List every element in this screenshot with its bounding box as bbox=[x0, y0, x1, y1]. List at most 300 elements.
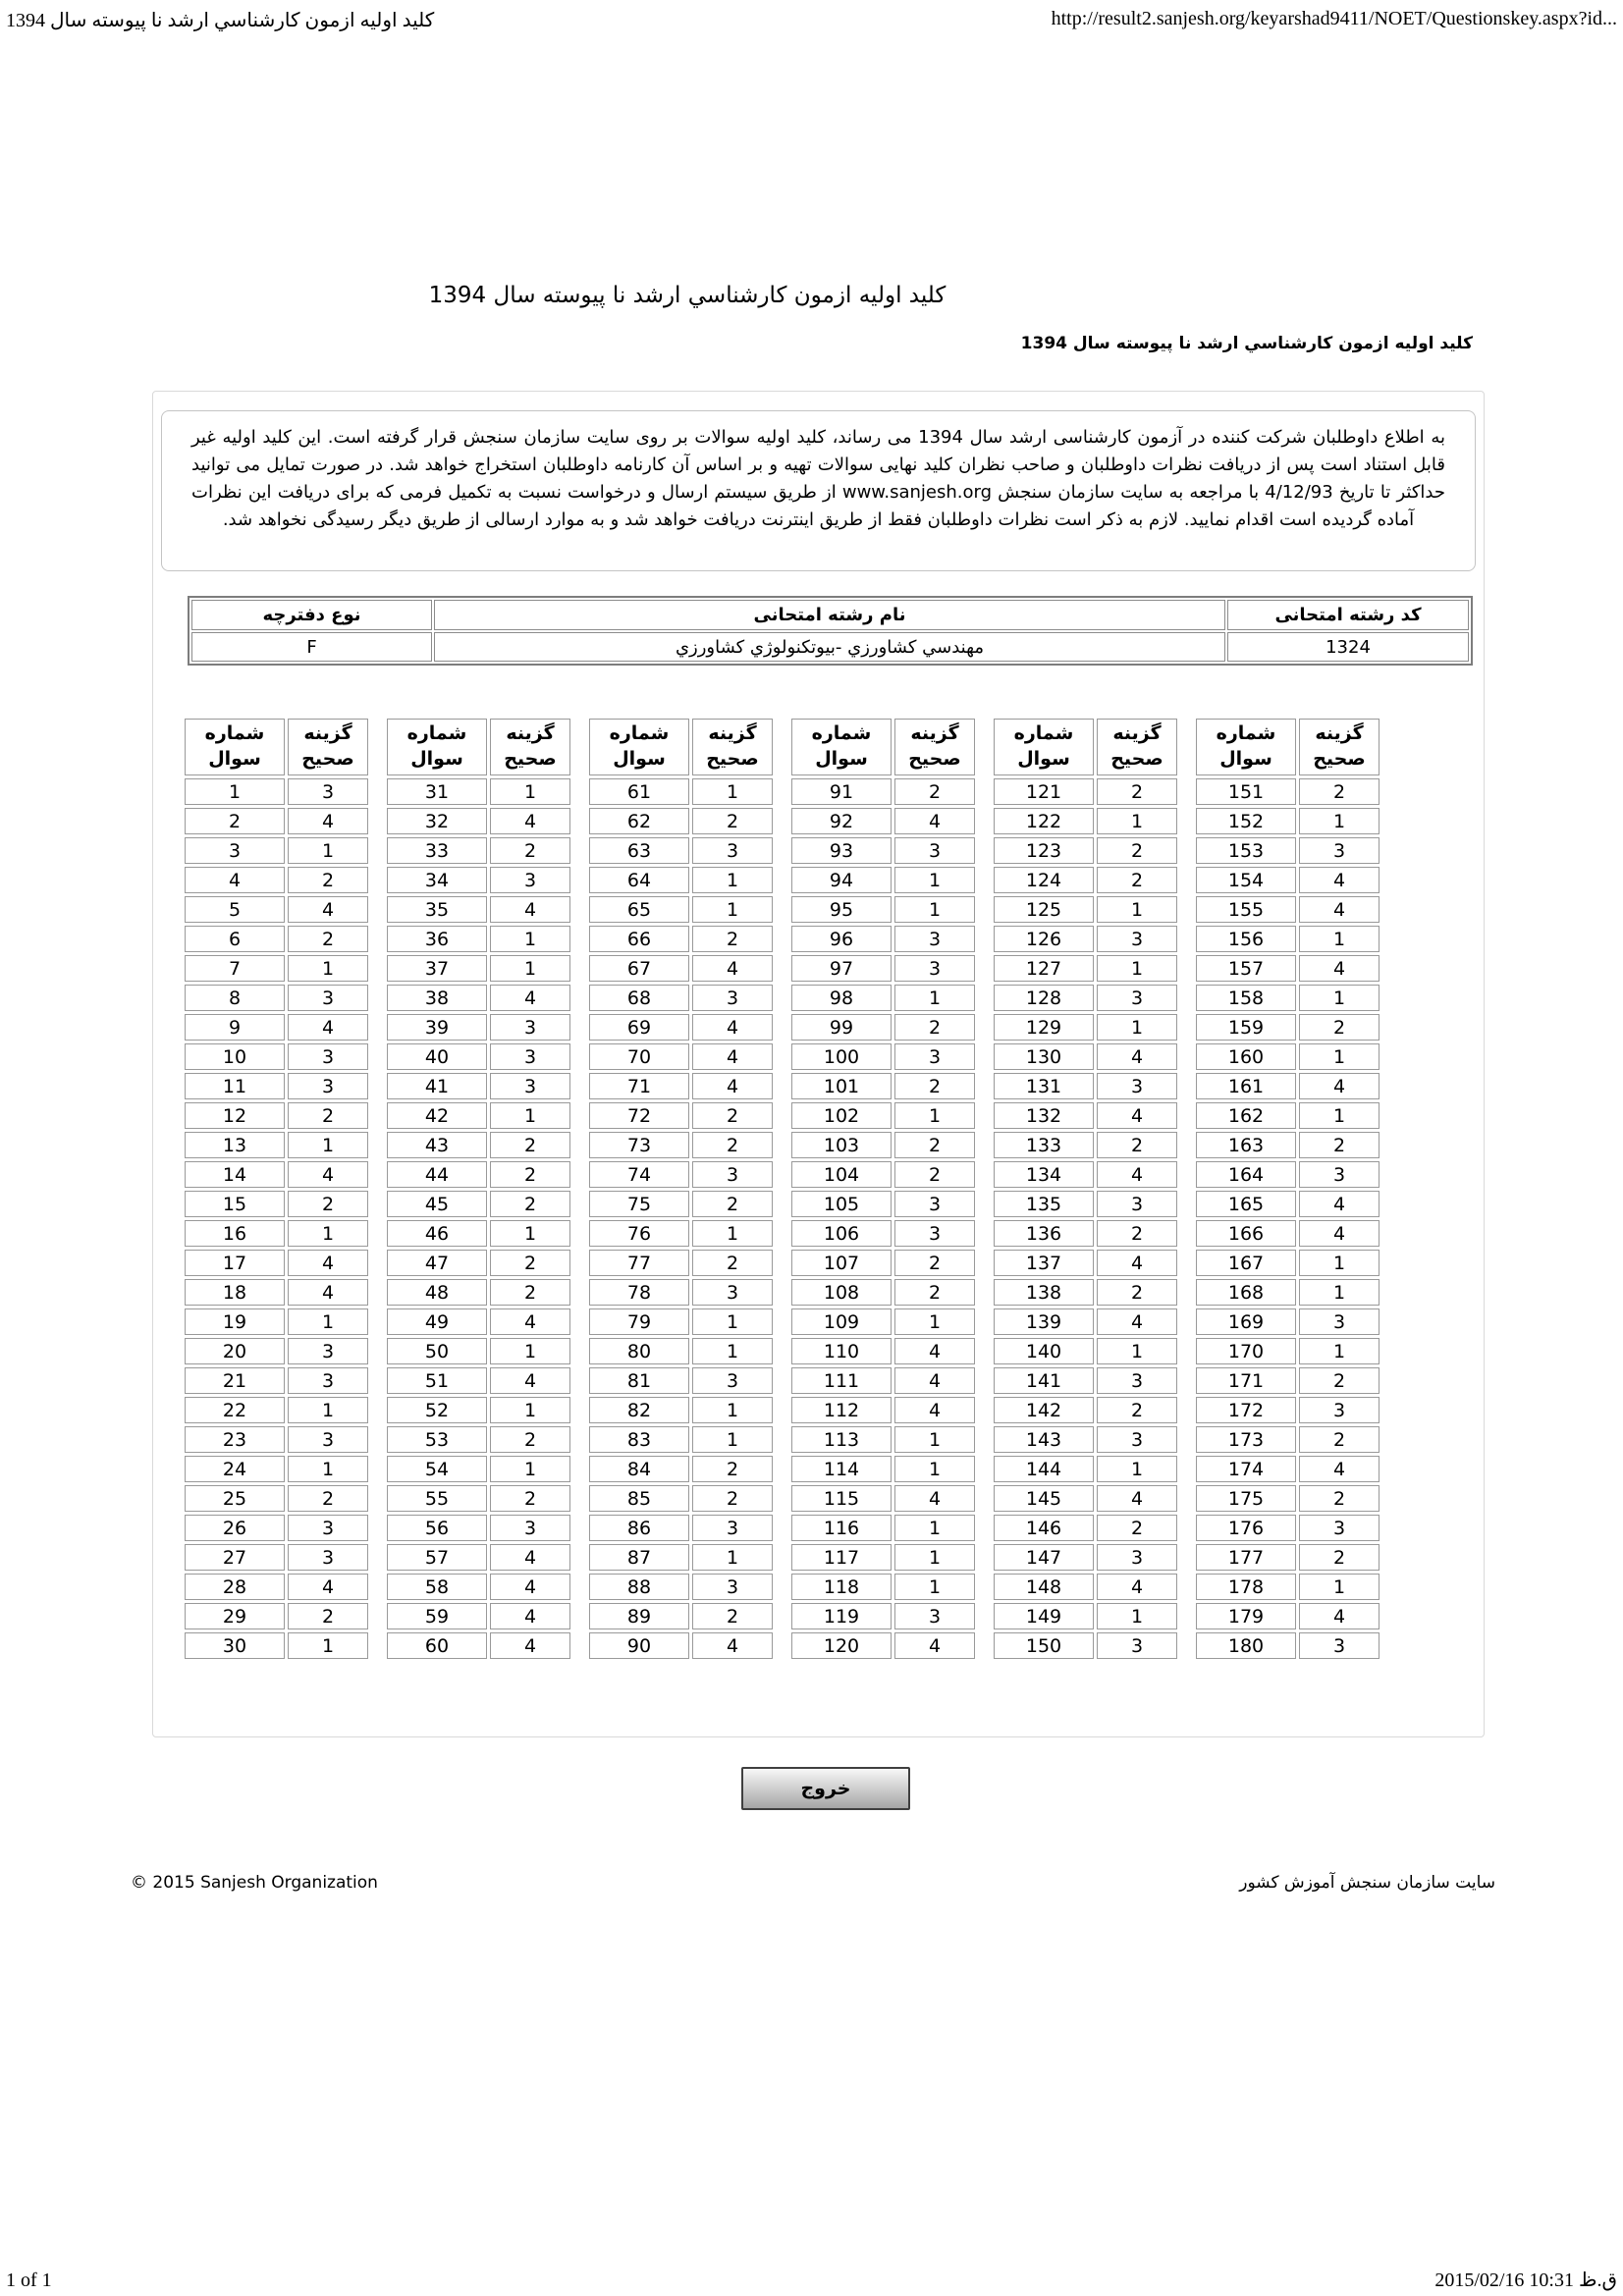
answer-key-row bbox=[791, 1603, 975, 1629]
question-number-cell: 10 bbox=[185, 1043, 285, 1070]
answer-key-row bbox=[589, 1279, 773, 1306]
answer-key-row bbox=[791, 778, 975, 805]
question-number-cell: 4 bbox=[185, 867, 285, 893]
answer-key-row bbox=[589, 1515, 773, 1541]
exam-info-value-row bbox=[191, 632, 1469, 662]
answer-key-row bbox=[1196, 1574, 1380, 1600]
answer-key-row bbox=[589, 1367, 773, 1394]
question-number-cell: 136 bbox=[994, 1220, 1094, 1247]
question-number-cell: 13 bbox=[185, 1132, 285, 1158]
question-number-cell: 22 bbox=[185, 1397, 285, 1423]
question-number-cell: 112 bbox=[791, 1397, 892, 1423]
answer-key-row bbox=[387, 985, 570, 1011]
correct-option-cell: 2 bbox=[1299, 1426, 1380, 1453]
notice-box bbox=[161, 410, 1476, 571]
correct-option-cell: 4 bbox=[1299, 1191, 1380, 1217]
question-number-cell: 152 bbox=[1196, 808, 1296, 834]
content-panel bbox=[152, 391, 1485, 1737]
question-number-cell: 117 bbox=[791, 1544, 892, 1571]
question-number-cell: 37 bbox=[387, 955, 487, 982]
question-number-cell: 81 bbox=[589, 1367, 689, 1394]
correct-option-cell: 3 bbox=[490, 1014, 570, 1041]
correct-option-cell: 4 bbox=[1299, 1456, 1380, 1482]
correct-option-cell: 1 bbox=[288, 1308, 368, 1335]
question-number-cell: 108 bbox=[791, 1279, 892, 1306]
answer-key-row bbox=[589, 1456, 773, 1482]
question-number-cell: 76 bbox=[589, 1220, 689, 1247]
answer-key-row bbox=[589, 1397, 773, 1423]
correct-option-cell: 1 bbox=[1299, 1102, 1380, 1129]
question-number-cell: 71 bbox=[589, 1073, 689, 1099]
answer-key-header-row bbox=[387, 719, 570, 775]
question-number-cell: 52 bbox=[387, 1397, 487, 1423]
question-number-cell: 180 bbox=[1196, 1632, 1296, 1659]
answer-key-row bbox=[589, 1250, 773, 1276]
answer-key-row bbox=[791, 1308, 975, 1335]
correct-option-cell: 3 bbox=[1097, 926, 1177, 952]
question-number-cell: 114 bbox=[791, 1456, 892, 1482]
correct-option-cell: 3 bbox=[1097, 1544, 1177, 1571]
answer-key-row bbox=[1196, 1073, 1380, 1099]
correct-option-cell: 2 bbox=[490, 1426, 570, 1453]
question-number-cell: 87 bbox=[589, 1544, 689, 1571]
correct-option-cell: 4 bbox=[288, 1161, 368, 1188]
site-name-text: سایت سازمان سنجش آموزش کشور bbox=[1239, 1873, 1495, 1893]
correct-option-cell: 1 bbox=[1097, 1456, 1177, 1482]
answer-key-row bbox=[589, 1043, 773, 1070]
answer-key-header-row bbox=[791, 719, 975, 775]
answer-key-row bbox=[185, 1220, 368, 1247]
answer-key-row bbox=[185, 1308, 368, 1335]
correct-option-cell: 4 bbox=[692, 1073, 773, 1099]
correct-option-cell: 4 bbox=[692, 955, 773, 982]
correct-option-cell: 3 bbox=[288, 778, 368, 805]
question-number-cell: 177 bbox=[1196, 1544, 1296, 1571]
booklet-type-header: نوع دفترچه bbox=[191, 600, 432, 630]
answer-key-row bbox=[185, 1043, 368, 1070]
question-number-cell: 61 bbox=[589, 778, 689, 805]
question-number-cell: 99 bbox=[791, 1014, 892, 1041]
answer-key-row bbox=[185, 896, 368, 923]
question-number-cell: 63 bbox=[589, 837, 689, 864]
correct-option-header: گزینه صحیح bbox=[1097, 719, 1177, 775]
question-number-cell: 116 bbox=[791, 1515, 892, 1541]
correct-option-cell: 2 bbox=[1097, 1515, 1177, 1541]
answer-key-row bbox=[994, 867, 1177, 893]
answer-key-row bbox=[1196, 1191, 1380, 1217]
question-number-cell: 96 bbox=[791, 926, 892, 952]
question-number-cell: 140 bbox=[994, 1338, 1094, 1364]
correct-option-cell: 2 bbox=[894, 1161, 975, 1188]
answer-key-row bbox=[1196, 1102, 1380, 1129]
question-number-cell: 9 bbox=[185, 1014, 285, 1041]
answer-key-header-row bbox=[994, 719, 1177, 775]
question-number-cell: 48 bbox=[387, 1279, 487, 1306]
correct-option-cell: 1 bbox=[288, 955, 368, 982]
answer-key-row bbox=[387, 926, 570, 952]
correct-option-cell: 4 bbox=[490, 1574, 570, 1600]
correct-option-cell: 2 bbox=[1299, 1014, 1380, 1041]
question-number-header: شماره سوال bbox=[387, 719, 487, 775]
answer-key-row bbox=[994, 1161, 1177, 1188]
correct-option-cell: 4 bbox=[1097, 1102, 1177, 1129]
question-number-header: شماره سوال bbox=[791, 719, 892, 775]
correct-option-cell: 4 bbox=[894, 1485, 975, 1512]
question-number-cell: 41 bbox=[387, 1073, 487, 1099]
correct-option-cell: 2 bbox=[1097, 778, 1177, 805]
answer-key-row bbox=[589, 837, 773, 864]
question-number-cell: 57 bbox=[387, 1544, 487, 1571]
answer-key-row bbox=[994, 1367, 1177, 1394]
answer-key-row bbox=[1196, 1544, 1380, 1571]
correct-option-cell: 4 bbox=[490, 1367, 570, 1394]
answer-key-row bbox=[387, 1456, 570, 1482]
answer-key-row bbox=[791, 1485, 975, 1512]
correct-option-cell: 2 bbox=[490, 1279, 570, 1306]
correct-option-cell: 3 bbox=[288, 1367, 368, 1394]
correct-option-cell: 2 bbox=[1097, 1279, 1177, 1306]
correct-option-cell: 1 bbox=[692, 1397, 773, 1423]
correct-option-cell: 2 bbox=[894, 778, 975, 805]
answer-key-row bbox=[387, 778, 570, 805]
answer-key-row bbox=[1196, 837, 1380, 864]
answer-key-row bbox=[185, 955, 368, 982]
answer-key-row bbox=[994, 1279, 1177, 1306]
answer-key-row bbox=[185, 1338, 368, 1364]
question-number-header: شماره سوال bbox=[1196, 719, 1296, 775]
correct-option-cell: 2 bbox=[692, 1250, 773, 1276]
correct-option-cell: 4 bbox=[894, 1632, 975, 1659]
answer-key-row bbox=[185, 1603, 368, 1629]
correct-option-cell: 1 bbox=[1097, 808, 1177, 834]
answer-key-row bbox=[589, 1426, 773, 1453]
correct-option-cell: 1 bbox=[1299, 1250, 1380, 1276]
question-number-cell: 23 bbox=[185, 1426, 285, 1453]
answer-key-row bbox=[994, 1073, 1177, 1099]
answer-key-row bbox=[589, 778, 773, 805]
question-number-cell: 90 bbox=[589, 1632, 689, 1659]
question-number-cell: 49 bbox=[387, 1308, 487, 1335]
correct-option-cell: 4 bbox=[1097, 1308, 1177, 1335]
answer-key-row bbox=[387, 955, 570, 982]
answer-key-row bbox=[185, 1279, 368, 1306]
correct-option-cell: 1 bbox=[288, 1456, 368, 1482]
question-number-cell: 178 bbox=[1196, 1574, 1296, 1600]
correct-option-cell: 2 bbox=[692, 1191, 773, 1217]
answer-key-row bbox=[589, 1603, 773, 1629]
answer-key-row bbox=[185, 1132, 368, 1158]
question-number-cell: 168 bbox=[1196, 1279, 1296, 1306]
correct-option-cell: 4 bbox=[288, 896, 368, 923]
question-number-cell: 25 bbox=[185, 1485, 285, 1512]
correct-option-cell: 2 bbox=[1299, 1367, 1380, 1394]
correct-option-cell: 2 bbox=[288, 867, 368, 893]
question-number-cell: 142 bbox=[994, 1397, 1094, 1423]
question-number-cell: 94 bbox=[791, 867, 892, 893]
question-number-cell: 126 bbox=[994, 926, 1094, 952]
correct-option-cell: 4 bbox=[692, 1632, 773, 1659]
answer-key-row bbox=[1196, 1161, 1380, 1188]
question-number-cell: 44 bbox=[387, 1161, 487, 1188]
correct-option-cell: 1 bbox=[894, 1544, 975, 1571]
question-number-cell: 80 bbox=[589, 1338, 689, 1364]
correct-option-cell: 4 bbox=[288, 808, 368, 834]
answer-key-row bbox=[1196, 1603, 1380, 1629]
correct-option-cell: 2 bbox=[1097, 837, 1177, 864]
answer-key-row bbox=[185, 1456, 368, 1482]
question-number-cell: 62 bbox=[589, 808, 689, 834]
answer-key-row bbox=[1196, 896, 1380, 923]
question-number-cell: 128 bbox=[994, 985, 1094, 1011]
correct-option-cell: 1 bbox=[1097, 1603, 1177, 1629]
exit-button[interactable]: خروج bbox=[741, 1767, 910, 1810]
correct-option-cell: 1 bbox=[288, 1632, 368, 1659]
question-number-cell: 157 bbox=[1196, 955, 1296, 982]
correct-option-cell: 3 bbox=[894, 837, 975, 864]
question-number-cell: 65 bbox=[589, 896, 689, 923]
question-number-cell: 97 bbox=[791, 955, 892, 982]
answer-key-row bbox=[1196, 867, 1380, 893]
question-number-cell: 146 bbox=[994, 1515, 1094, 1541]
correct-option-cell: 2 bbox=[490, 1161, 570, 1188]
answer-key-table bbox=[1193, 716, 1382, 1662]
correct-option-cell: 4 bbox=[1299, 867, 1380, 893]
correct-option-cell: 1 bbox=[288, 1220, 368, 1247]
question-number-cell: 103 bbox=[791, 1132, 892, 1158]
question-number-cell: 86 bbox=[589, 1515, 689, 1541]
exam-info-table bbox=[188, 596, 1473, 666]
question-number-cell: 64 bbox=[589, 867, 689, 893]
question-number-cell: 131 bbox=[994, 1073, 1094, 1099]
answer-key-row bbox=[994, 955, 1177, 982]
question-number-cell: 148 bbox=[994, 1574, 1094, 1600]
answer-key-row bbox=[387, 1574, 570, 1600]
answer-key-row bbox=[387, 1014, 570, 1041]
answer-key-row bbox=[185, 1161, 368, 1188]
correct-option-cell: 2 bbox=[1299, 778, 1380, 805]
correct-option-cell: 4 bbox=[692, 1043, 773, 1070]
correct-option-cell: 1 bbox=[894, 867, 975, 893]
answer-key-row bbox=[589, 1338, 773, 1364]
question-number-cell: 132 bbox=[994, 1102, 1094, 1129]
correct-option-cell: 1 bbox=[692, 1544, 773, 1571]
question-number-cell: 21 bbox=[185, 1367, 285, 1394]
correct-option-cell: 4 bbox=[1299, 1073, 1380, 1099]
print-footer bbox=[6, 2268, 1617, 2292]
correct-option-cell: 4 bbox=[490, 896, 570, 923]
correct-option-cell: 2 bbox=[1299, 1544, 1380, 1571]
correct-option-cell: 3 bbox=[490, 1043, 570, 1070]
correct-option-cell: 4 bbox=[288, 1250, 368, 1276]
correct-option-cell: 3 bbox=[1299, 1515, 1380, 1541]
answer-key-row bbox=[185, 1014, 368, 1041]
correct-option-cell: 3 bbox=[894, 955, 975, 982]
answer-key-row bbox=[185, 808, 368, 834]
correct-option-cell: 1 bbox=[1097, 1338, 1177, 1364]
question-number-cell: 40 bbox=[387, 1043, 487, 1070]
answer-key-table bbox=[991, 716, 1180, 1662]
correct-option-cell: 1 bbox=[692, 1338, 773, 1364]
correct-option-cell: 2 bbox=[1097, 1132, 1177, 1158]
question-number-cell: 19 bbox=[185, 1308, 285, 1335]
question-number-cell: 133 bbox=[994, 1132, 1094, 1158]
answer-key-row bbox=[994, 985, 1177, 1011]
correct-option-cell: 3 bbox=[288, 985, 368, 1011]
correct-option-cell: 1 bbox=[490, 1397, 570, 1423]
answer-key-row bbox=[994, 1515, 1177, 1541]
answer-key-row bbox=[791, 1574, 975, 1600]
question-number-header: شماره سوال bbox=[185, 719, 285, 775]
correct-option-cell: 3 bbox=[288, 1073, 368, 1099]
question-number-cell: 70 bbox=[589, 1043, 689, 1070]
correct-option-cell: 2 bbox=[288, 1603, 368, 1629]
correct-option-cell: 3 bbox=[894, 1043, 975, 1070]
question-number-cell: 58 bbox=[387, 1574, 487, 1600]
question-number-cell: 165 bbox=[1196, 1191, 1296, 1217]
answer-key-table bbox=[586, 716, 776, 1662]
correct-option-cell: 3 bbox=[692, 1574, 773, 1600]
correct-option-cell: 2 bbox=[692, 926, 773, 952]
answer-key-row bbox=[791, 926, 975, 952]
answer-key-row bbox=[1196, 1043, 1380, 1070]
correct-option-cell: 1 bbox=[894, 1102, 975, 1129]
question-number-cell: 173 bbox=[1196, 1426, 1296, 1453]
correct-option-cell: 4 bbox=[894, 1338, 975, 1364]
correct-option-cell: 1 bbox=[692, 1220, 773, 1247]
answer-key-row bbox=[994, 1544, 1177, 1571]
correct-option-cell: 3 bbox=[288, 1043, 368, 1070]
answer-key-row bbox=[589, 955, 773, 982]
correct-option-cell: 2 bbox=[490, 1191, 570, 1217]
correct-option-cell: 1 bbox=[1299, 985, 1380, 1011]
answer-key-row bbox=[387, 1250, 570, 1276]
answer-key-row bbox=[589, 926, 773, 952]
answer-key-table bbox=[384, 716, 573, 1662]
correct-option-cell: 1 bbox=[692, 778, 773, 805]
question-number-cell: 137 bbox=[994, 1250, 1094, 1276]
answer-key-row bbox=[185, 837, 368, 864]
answer-key-row bbox=[1196, 808, 1380, 834]
answer-key-row bbox=[387, 1043, 570, 1070]
question-number-cell: 53 bbox=[387, 1426, 487, 1453]
correct-option-cell: 4 bbox=[490, 1603, 570, 1629]
question-number-cell: 134 bbox=[994, 1161, 1094, 1188]
correct-option-cell: 3 bbox=[894, 1603, 975, 1629]
answer-key-row bbox=[1196, 955, 1380, 982]
question-number-cell: 15 bbox=[185, 1191, 285, 1217]
question-number-cell: 149 bbox=[994, 1603, 1094, 1629]
question-number-cell: 36 bbox=[387, 926, 487, 952]
correct-option-cell: 1 bbox=[1097, 955, 1177, 982]
correct-option-cell: 3 bbox=[1299, 1632, 1380, 1659]
correct-option-cell: 4 bbox=[490, 1632, 570, 1659]
question-number-cell: 8 bbox=[185, 985, 285, 1011]
answer-key-row bbox=[387, 1073, 570, 1099]
question-number-cell: 42 bbox=[387, 1102, 487, 1129]
question-number-cell: 2 bbox=[185, 808, 285, 834]
answer-key-row bbox=[791, 1073, 975, 1099]
answer-key-row bbox=[994, 1132, 1177, 1158]
correct-option-cell: 4 bbox=[490, 1308, 570, 1335]
answer-key-row bbox=[185, 985, 368, 1011]
question-number-cell: 107 bbox=[791, 1250, 892, 1276]
answer-key-row bbox=[589, 808, 773, 834]
question-number-cell: 69 bbox=[589, 1014, 689, 1041]
question-number-cell: 43 bbox=[387, 1132, 487, 1158]
answer-key-row bbox=[994, 1632, 1177, 1659]
answer-key-row bbox=[791, 1043, 975, 1070]
question-number-cell: 125 bbox=[994, 896, 1094, 923]
correct-option-cell: 2 bbox=[490, 1132, 570, 1158]
question-number-cell: 171 bbox=[1196, 1367, 1296, 1394]
correct-option-cell: 3 bbox=[288, 1515, 368, 1541]
answer-key-row bbox=[387, 1132, 570, 1158]
correct-option-cell: 2 bbox=[894, 1132, 975, 1158]
correct-option-cell: 4 bbox=[490, 1544, 570, 1571]
correct-option-cell: 1 bbox=[490, 955, 570, 982]
correct-option-cell: 3 bbox=[490, 1073, 570, 1099]
question-number-cell: 143 bbox=[994, 1426, 1094, 1453]
answer-key-row bbox=[185, 1426, 368, 1453]
question-number-cell: 144 bbox=[994, 1456, 1094, 1482]
question-number-cell: 118 bbox=[791, 1574, 892, 1600]
answer-key-row bbox=[791, 1367, 975, 1394]
correct-option-cell: 4 bbox=[894, 808, 975, 834]
answer-key-row bbox=[1196, 1132, 1380, 1158]
question-number-cell: 115 bbox=[791, 1485, 892, 1512]
answer-key-row bbox=[791, 1279, 975, 1306]
question-number-cell: 176 bbox=[1196, 1515, 1296, 1541]
correct-option-cell: 1 bbox=[692, 1426, 773, 1453]
answer-key-row bbox=[994, 1250, 1177, 1276]
correct-option-header: گزینه صحیح bbox=[490, 719, 570, 775]
answer-key-header-row bbox=[589, 719, 773, 775]
correct-option-cell: 3 bbox=[1097, 1073, 1177, 1099]
correct-option-cell: 2 bbox=[1097, 1220, 1177, 1247]
answer-key-row bbox=[791, 896, 975, 923]
answer-key-row bbox=[1196, 1456, 1380, 1482]
correct-option-cell: 2 bbox=[288, 1102, 368, 1129]
print-header bbox=[6, 8, 1617, 32]
question-number-cell: 100 bbox=[791, 1043, 892, 1070]
correct-option-cell: 3 bbox=[894, 926, 975, 952]
question-number-cell: 73 bbox=[589, 1132, 689, 1158]
question-number-cell: 33 bbox=[387, 837, 487, 864]
question-number-header: شماره سوال bbox=[994, 719, 1094, 775]
answer-key-row bbox=[387, 1338, 570, 1364]
answer-key-row bbox=[185, 1397, 368, 1423]
answer-key-row bbox=[387, 837, 570, 864]
answer-key-row bbox=[185, 926, 368, 952]
answer-key-row bbox=[387, 1515, 570, 1541]
question-number-cell: 30 bbox=[185, 1632, 285, 1659]
correct-option-cell: 3 bbox=[288, 1338, 368, 1364]
answer-key-row bbox=[791, 1515, 975, 1541]
question-number-cell: 35 bbox=[387, 896, 487, 923]
question-number-cell: 119 bbox=[791, 1603, 892, 1629]
correct-option-cell: 2 bbox=[490, 1250, 570, 1276]
correct-option-cell: 2 bbox=[894, 1073, 975, 1099]
field-code-value: 1324 bbox=[1227, 632, 1469, 662]
answer-key-row bbox=[791, 1250, 975, 1276]
question-number-cell: 12 bbox=[185, 1102, 285, 1129]
question-number-cell: 139 bbox=[994, 1308, 1094, 1335]
answer-key-row bbox=[387, 1220, 570, 1247]
question-number-cell: 138 bbox=[994, 1279, 1094, 1306]
correct-option-header: گزینه صحیح bbox=[1299, 719, 1380, 775]
question-number-cell: 145 bbox=[994, 1485, 1094, 1512]
answer-key-row bbox=[589, 1220, 773, 1247]
